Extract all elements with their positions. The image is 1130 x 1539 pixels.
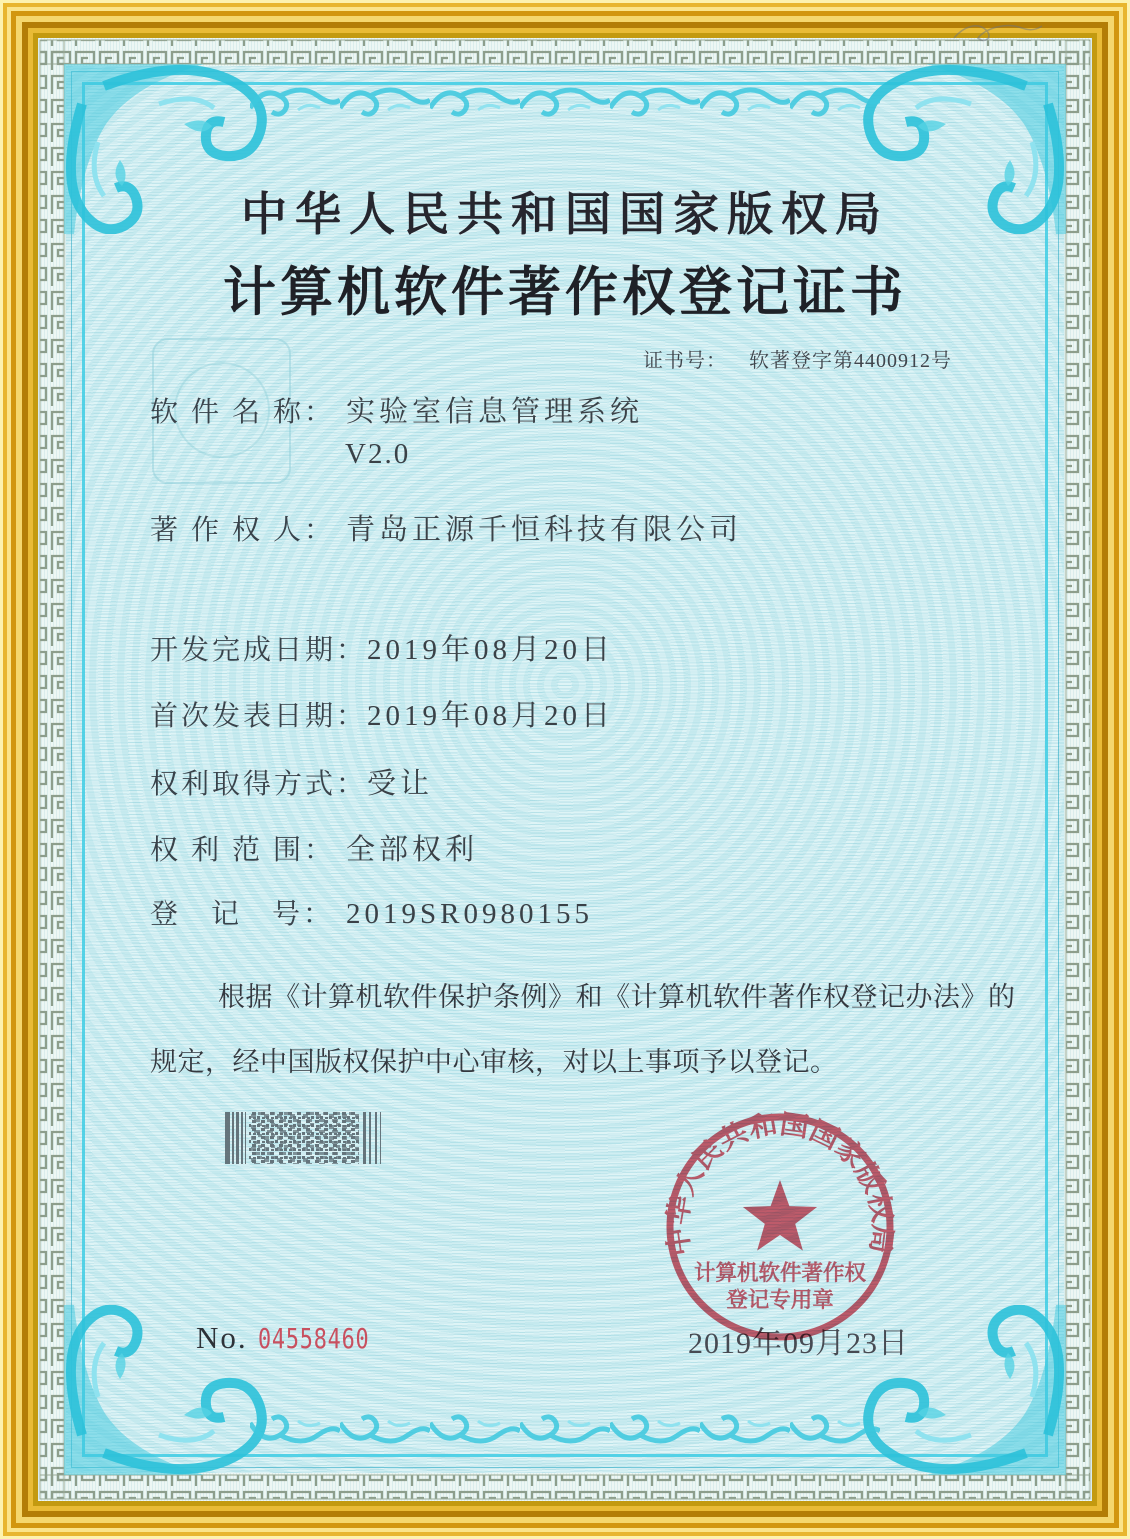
field-label: 权利取得方式： <box>150 769 368 800</box>
certificate-number-value: 软著登字第4400912号 <box>749 350 952 372</box>
field-label: 权 利 范 围： <box>150 835 336 866</box>
field-value: 全部权利 <box>346 834 479 866</box>
pencil-squiggle <box>950 18 1050 52</box>
seal-ring-text: 中华人民共和国国家版权局 <box>662 1109 898 1259</box>
field-value: 2019年08月20日 <box>367 700 615 732</box>
issuing-authority-title: 中华人民共和国国家版权局 <box>241 189 889 240</box>
field-label: 著 作 权 人： <box>150 515 336 546</box>
field-value: 实验室信息管理系统 <box>346 396 644 428</box>
field-value: 受让 <box>367 768 434 800</box>
top-wave-ornament <box>250 84 880 118</box>
field-row-rights-acquisition <box>150 768 433 801</box>
registration-seal <box>660 1107 900 1347</box>
field-label: 登 记 号： <box>150 899 335 930</box>
certificate-title: 计算机软件著作权登记证书 <box>223 264 907 322</box>
field-row-dev-complete-date <box>150 634 614 667</box>
software-version: V2.0 <box>345 438 411 470</box>
serial-number-value: 04558460 <box>258 1322 370 1355</box>
field-row-software-name <box>150 396 643 429</box>
registration-statement-line1: 根据《计算机软件保护条例》和《计算机软件著作权登记办法》的 <box>218 982 1016 1012</box>
certificate-number-line <box>0 344 952 373</box>
field-value: 2019年08月20日 <box>367 634 615 666</box>
field-value: 2019SR0980155 <box>346 898 593 930</box>
field-label: 开发完成日期： <box>150 635 368 666</box>
star-icon <box>743 1180 817 1251</box>
field-row-first-publish-date <box>150 700 614 733</box>
seal-text-line1: 计算机软件著作权 <box>693 1261 867 1285</box>
field-label: 软 件 名 称： <box>150 397 336 428</box>
serial-number-label: No. <box>196 1320 248 1355</box>
issue-date: 2019年09月23日 <box>688 1327 909 1360</box>
registration-statement-line2: 规定，经中国版权保护中心审核，对以上事项予以登记。 <box>150 1047 838 1077</box>
field-value: 青岛正源千恒科技有限公司 <box>346 514 743 546</box>
seal-text-line2: 登记专用章 <box>726 1288 834 1312</box>
field-label: 首次发表日期： <box>150 701 368 732</box>
field-row-registration-number <box>150 898 593 931</box>
certificate-number-label: 证书号： <box>643 350 727 372</box>
barcode-2d <box>225 1112 383 1164</box>
bottom-wave-ornament <box>250 1413 880 1447</box>
field-row-rights-scope <box>150 834 478 867</box>
field-row-copyright-holder <box>150 514 742 547</box>
